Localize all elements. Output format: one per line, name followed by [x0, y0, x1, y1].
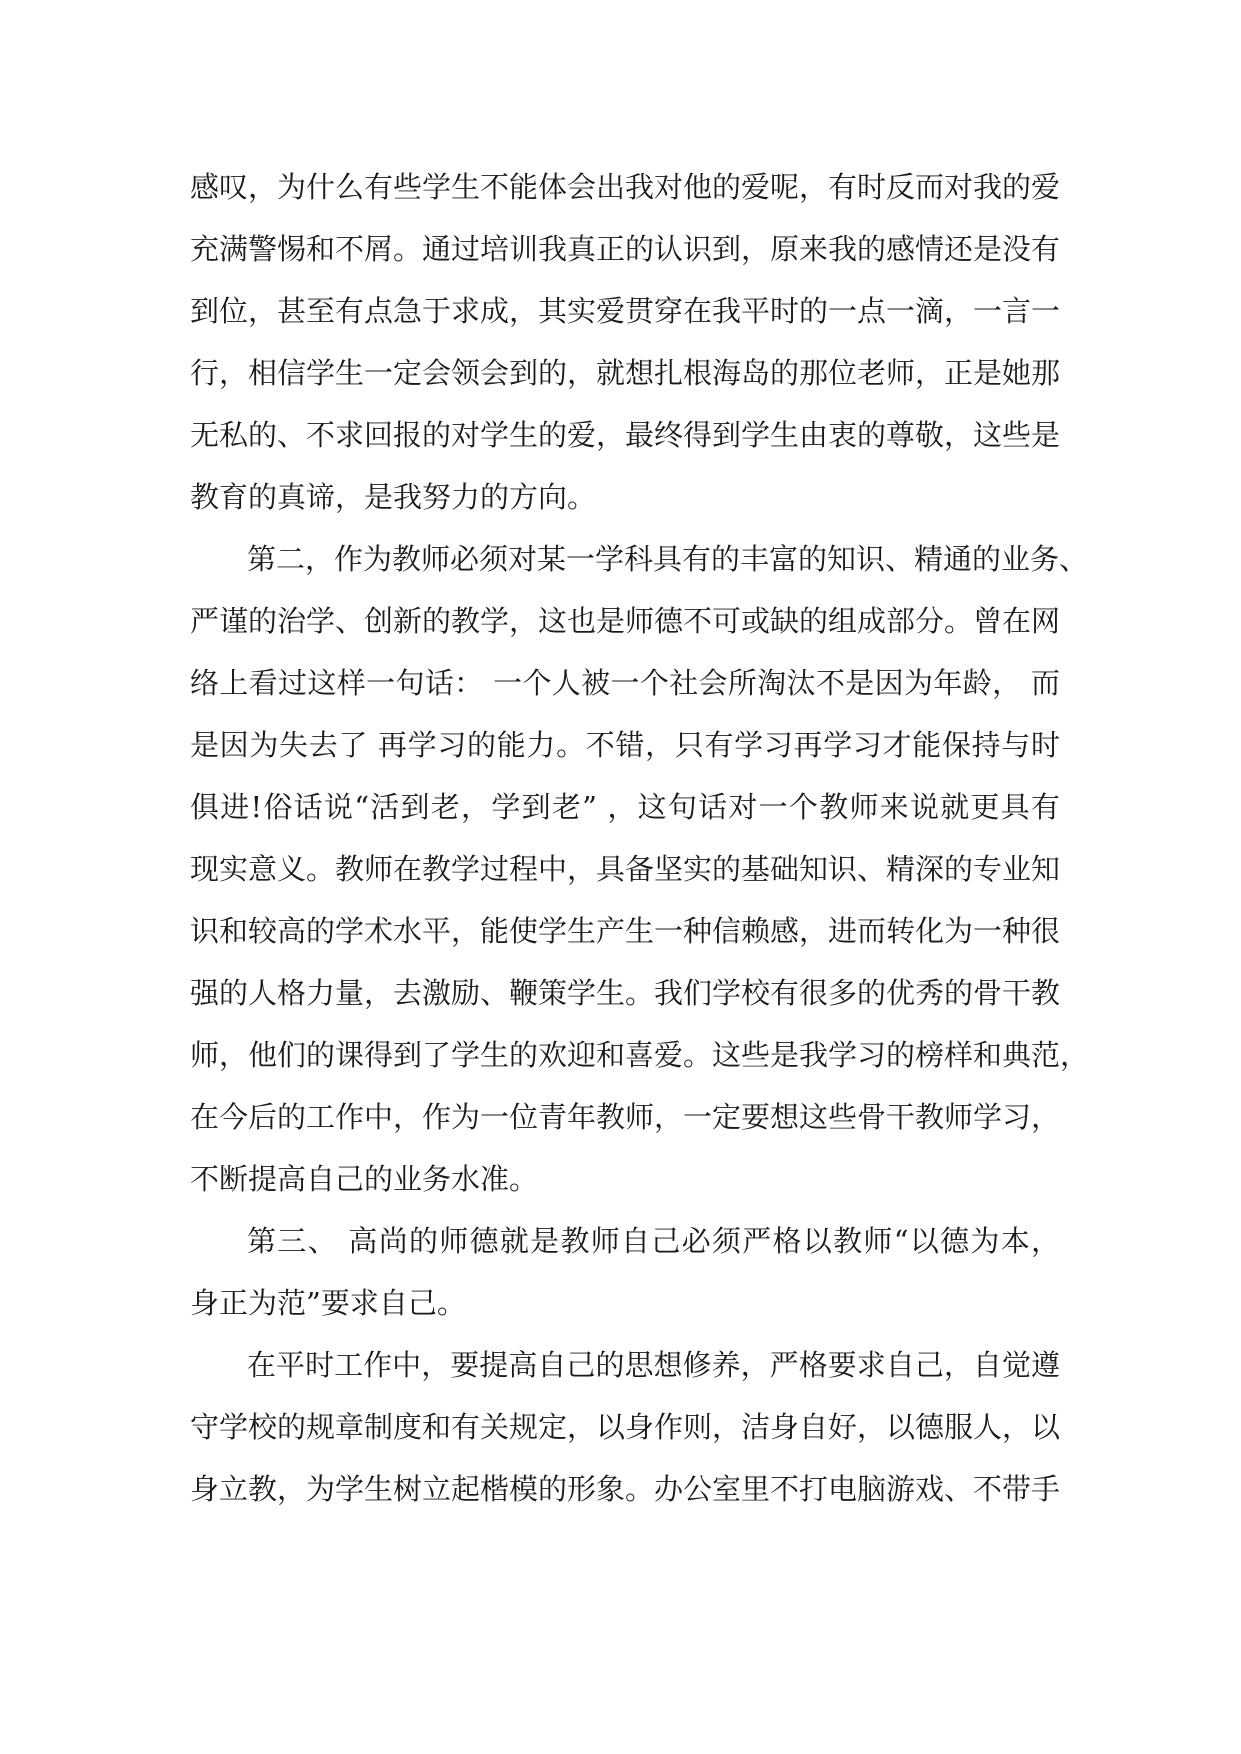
paragraph-line: 守学校的规章制度和有关规定，以身作则，洁身自好，以德服人，以: [190, 1410, 1061, 1444]
paragraph-line: 身立教，为学生树立起楷模的形象。办公室里不打电脑游戏、不带手: [190, 1472, 1061, 1506]
paragraph-line: 在平时工作中，要提高自己的思想修养，严格要求自己，自觉遵: [247, 1348, 1060, 1382]
paragraph-line: 第二，作为教师必须对某一学科具有的丰富的知识、精通的业务、: [247, 542, 1089, 576]
paragraph-line: 教育的真谛，是我努力的方向。: [190, 480, 597, 514]
paragraph-line: 俱进!俗话说“活到老，学到老” ，这句话对一个教师来说就更具有: [190, 790, 1060, 824]
paragraph-line: 师，他们的课得到了学生的欢迎和喜爱。这些是我学习的榜样和典范，: [190, 1038, 1090, 1072]
paragraph-line: 是因为失去了 再学习的能力。不错，只有学习再学习才能保持与时: [190, 728, 1060, 762]
paragraph-line: 识和较高的学术水平，能使学生产生一种信赖感，进而转化为一种很: [190, 914, 1061, 948]
paragraph-line: 在今后的工作中，作为一位青年教师，一定要想这些骨干教师学习，: [190, 1100, 1061, 1134]
paragraph-line: 强的人格力量，去激励、鞭策学生。我们学校有很多的优秀的骨干教: [190, 976, 1061, 1010]
paragraph-line: 第三、 高尚的师德就是教师自己必须严格以教师“以德为本，: [247, 1224, 1060, 1258]
paragraph-line: 严谨的治学、创新的教学，这也是师德不可或缺的组成部分。曾在网: [190, 604, 1061, 638]
paragraph-line: 身正为范”要求自己。: [190, 1286, 466, 1320]
paragraph-line: 行，相信学生一定会领会到的，就想扎根海岛的那位老师，正是她那: [190, 356, 1061, 390]
paragraph-line: 不断提高自己的业务水准。: [190, 1162, 539, 1196]
paragraph-line: 无私的、不求回报的对学生的爱，最终得到学生由衷的尊敬，这些是: [190, 418, 1061, 452]
paragraph-line: 现实意义。教师在教学过程中，具备坚实的基础知识、精深的专业知: [190, 852, 1061, 886]
paragraph-line: 感叹，为什么有些学生不能体会出我对他的爱呢，有时反而对我的爱: [190, 170, 1061, 204]
paragraph-line: 到位，甚至有点急于求成，其实爱贯穿在我平时的一点一滴，一言一: [190, 294, 1061, 328]
paragraph-line: 络上看过这样一句话： 一个人被一个社会所淘汰不是因为年龄， 而: [190, 666, 1060, 700]
paragraph-line: 充满警惕和不屑。通过培训我真正的认识到，原来我的感情还是没有: [190, 232, 1061, 266]
